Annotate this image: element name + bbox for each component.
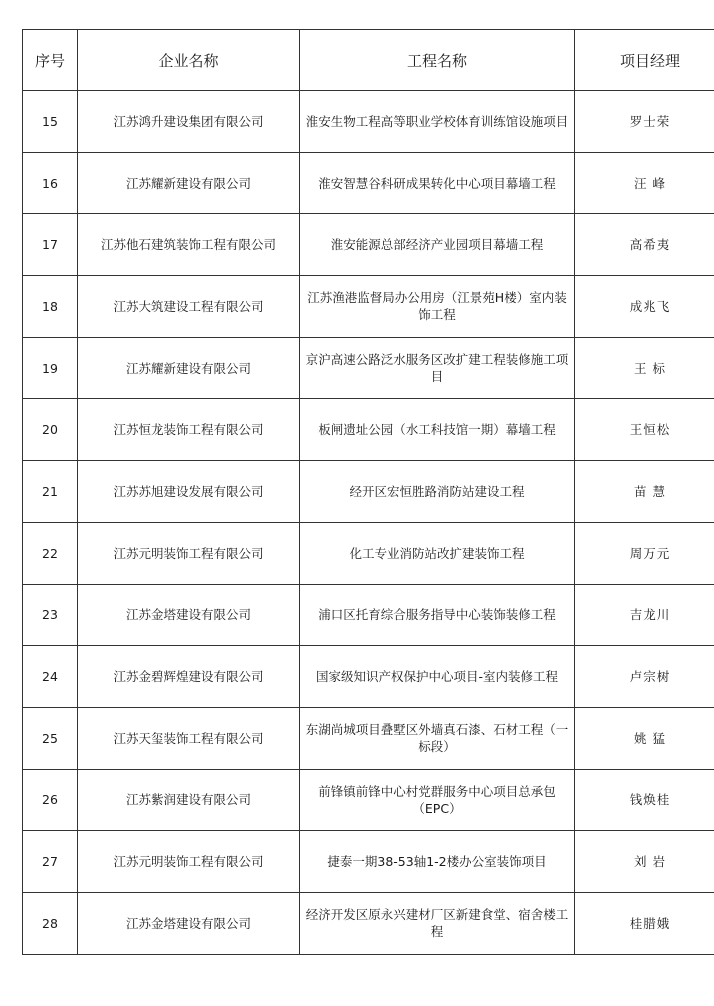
- table-row: [23, 646, 714, 708]
- cell-project: 淮安生物工程高等职业学校体育训练馆设施项目: [300, 91, 575, 153]
- cell-no: 15: [23, 91, 78, 153]
- cell-project: 国家级知识产权保护中心项目-室内装修工程: [300, 646, 575, 708]
- header-no: 序号: [23, 30, 78, 91]
- cell-no: 24: [23, 646, 78, 708]
- cell-no: 22: [23, 522, 78, 584]
- table-row: [23, 461, 714, 523]
- cell-company: 江苏金碧辉煌建设有限公司: [78, 646, 300, 708]
- table-row: [23, 152, 714, 214]
- cell-no: 17: [23, 214, 78, 276]
- cell-company: 江苏大筑建设工程有限公司: [78, 276, 300, 338]
- cell-manager: 汪 峰: [575, 152, 714, 214]
- table-row: [23, 91, 714, 153]
- cell-project: 浦口区托育综合服务指导中心装饰装修工程: [300, 584, 575, 646]
- contractor-table: [22, 29, 714, 955]
- cell-project: 东湖尚城项目叠墅区外墙真石漆、石材工程（一标段）: [300, 707, 575, 769]
- cell-project: 经开区宏恒胜路消防站建设工程: [300, 461, 575, 523]
- cell-project: 经济开发区原永兴建材厂区新建食堂、宿舍楼工程: [300, 892, 575, 954]
- cell-manager: 苗 慧: [575, 461, 714, 523]
- cell-manager: 姚 猛: [575, 707, 714, 769]
- cell-manager: 卢宗树: [575, 646, 714, 708]
- cell-no: 26: [23, 769, 78, 831]
- cell-manager: 王 标: [575, 337, 714, 399]
- cell-manager: 刘 岩: [575, 831, 714, 893]
- cell-company: 江苏紫润建设有限公司: [78, 769, 300, 831]
- table-row: [23, 276, 714, 338]
- table-row: [23, 584, 714, 646]
- cell-no: 27: [23, 831, 78, 893]
- header-project: 工程名称: [300, 30, 575, 91]
- cell-no: 25: [23, 707, 78, 769]
- cell-project: 捷泰一期38-53轴1-2楼办公室装饰项目: [300, 831, 575, 893]
- cell-no: 20: [23, 399, 78, 461]
- cell-company: 江苏苏旭建设发展有限公司: [78, 461, 300, 523]
- cell-manager: 高希夷: [575, 214, 714, 276]
- cell-no: 23: [23, 584, 78, 646]
- table-row: [23, 399, 714, 461]
- cell-company: 江苏鸿升建设集团有限公司: [78, 91, 300, 153]
- table-row: [23, 769, 714, 831]
- header-company: 企业名称: [78, 30, 300, 91]
- cell-project: 淮安智慧谷科研成果转化中心项目幕墙工程: [300, 152, 575, 214]
- cell-manager: 钱焕桂: [575, 769, 714, 831]
- header-manager: 项目经理: [575, 30, 714, 91]
- cell-project: 京沪高速公路泛水服务区改扩建工程装修施工项目: [300, 337, 575, 399]
- table-row: [23, 831, 714, 893]
- cell-company: 江苏天玺装饰工程有限公司: [78, 707, 300, 769]
- cell-project: 淮安能源总部经济产业园项目幕墙工程: [300, 214, 575, 276]
- cell-manager: 罗士荣: [575, 91, 714, 153]
- cell-company: 江苏元明装饰工程有限公司: [78, 831, 300, 893]
- cell-manager: 王恒松: [575, 399, 714, 461]
- cell-company: 江苏金塔建设有限公司: [78, 892, 300, 954]
- cell-company: 江苏耀新建设有限公司: [78, 337, 300, 399]
- cell-company: 江苏金塔建设有限公司: [78, 584, 300, 646]
- cell-company: 江苏恒龙装饰工程有限公司: [78, 399, 300, 461]
- cell-project: 化工专业消防站改扩建装饰工程: [300, 522, 575, 584]
- cell-manager: 桂腊娥: [575, 892, 714, 954]
- table-row: [23, 214, 714, 276]
- cell-company: 江苏元明装饰工程有限公司: [78, 522, 300, 584]
- table-row: [23, 892, 714, 954]
- cell-project: 板闸遗址公园（水工科技馆一期）幕墙工程: [300, 399, 575, 461]
- table-row: [23, 337, 714, 399]
- cell-manager: 周万元: [575, 522, 714, 584]
- cell-manager: 吉龙川: [575, 584, 714, 646]
- cell-project: 江苏渔港监督局办公用房（江景苑H楼）室内装饰工程: [300, 276, 575, 338]
- cell-no: 16: [23, 152, 78, 214]
- table-body: [23, 91, 714, 955]
- cell-no: 18: [23, 276, 78, 338]
- cell-no: 19: [23, 337, 78, 399]
- table-row: [23, 522, 714, 584]
- cell-no: 28: [23, 892, 78, 954]
- header-row: [23, 30, 714, 91]
- cell-manager: 成兆飞: [575, 276, 714, 338]
- cell-project: 前锋镇前锋中心村党群服务中心项目总承包（EPC）: [300, 769, 575, 831]
- cell-company: 江苏耀新建设有限公司: [78, 152, 300, 214]
- table-row: [23, 707, 714, 769]
- cell-company: 江苏他石建筑装饰工程有限公司: [78, 214, 300, 276]
- cell-no: 21: [23, 461, 78, 523]
